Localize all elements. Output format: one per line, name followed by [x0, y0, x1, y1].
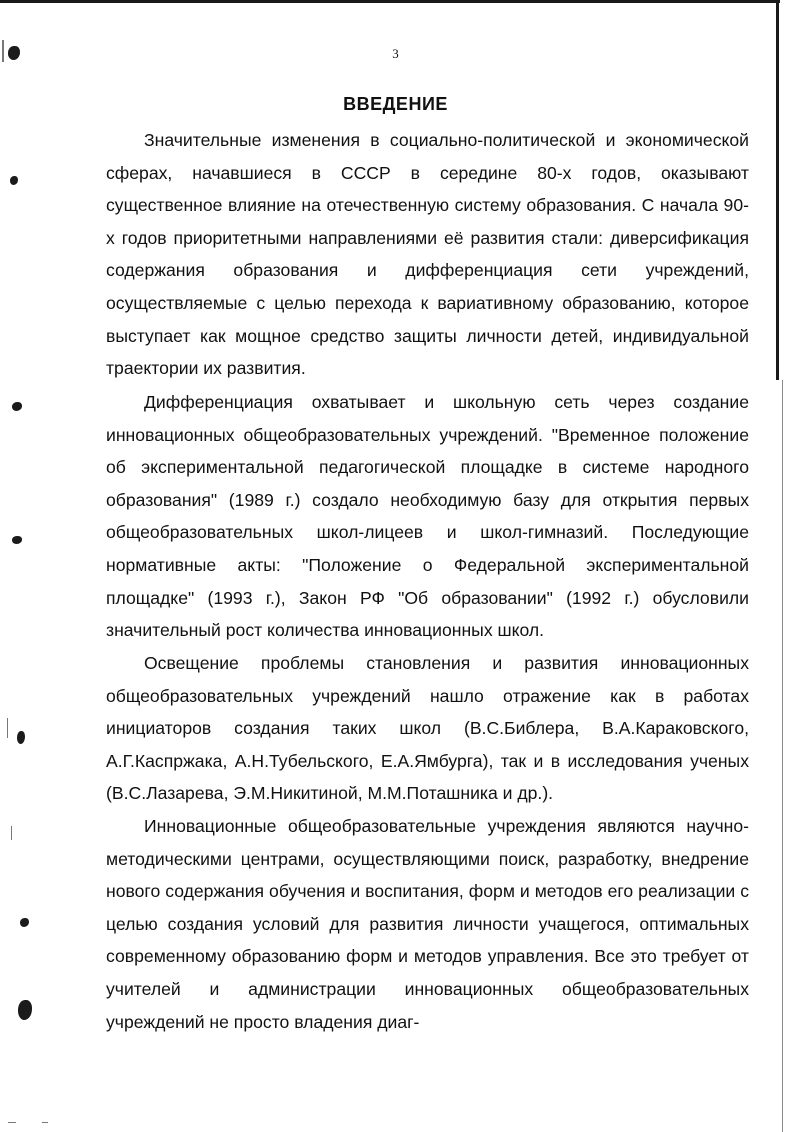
- punch-mark: [42, 1122, 48, 1123]
- paragraph: Освещение проблемы становления и развития инновационных общеобразовательных учреждений нашло отражение как в работах инициаторов создания таких школ (В.С.Библера, В.А.Караковского, А.Г.Каспржака, А.Н.Тубельского, Е.А.Ямбурга), так и в исследования ученых (В.С.Лазарева, Э.М.Никитиной, М.М.Поташника и др.).: [106, 653, 749, 804]
- punch-mark: [8, 1122, 16, 1123]
- punch-mark: [17, 731, 25, 744]
- body-text: [106, 647, 749, 810]
- page-number: 3: [392, 46, 399, 61]
- section-heading: ВВЕДЕНИЕ: [343, 94, 448, 114]
- scan-border-top: [0, 0, 780, 3]
- paragraph: Инновационные общеобразовательные учреждения являются научно-методическими центрами, осуществляющими поиск, разработку, внедрение нового содержания обучения и воспитания, форм и методов его реализации с целью создания условий для развития личности учащегося, оптимальных современному образованию форм и методов управления. Все это требует от учителей и администрации инновационных общеобразовательных учреждений не просто владения диаг-: [106, 816, 749, 1032]
- punch-mark: [7, 718, 8, 738]
- body-text: [106, 810, 749, 1038]
- punch-mark: [10, 176, 18, 185]
- punch-mark: [12, 536, 22, 544]
- paragraph: Значительные изменения в социально-политической и экономической сферах, начавшиеся в СССР в середине 80-х годов, оказывают существенное влияние на отечественную систему образования. С начала 90-х годов приоритетными направлениями её развития стали: диверсификация содержания образования и дифференциация сети учреждений, осуществляемые с целью перехода к вариативному образованию, которое выступает как мощное средство защиты личности детей, индивидуальной траектории их развития.: [106, 130, 749, 379]
- body-text: [106, 386, 749, 647]
- punch-mark: [20, 918, 29, 927]
- punch-mark: [11, 826, 12, 840]
- scan-line-right: [782, 380, 783, 1132]
- paragraph: Дифференциация охватывает и школьную сеть через создание инновационных общеобразовательных учреждений. "Временное положение об экспериментальной педагогической площадке в системе народного образования" (1989 г.) создало необходимую базу для открытия первых общеобразовательных школ-лицеев и школ-гимназий. Последующие нормативные акты: "Положение о Федеральной экспериментальной площадке" (1993 г.), Закон РФ "Об образовании" (1992 г.) обусловили значительный рост количества инновационных школ.: [106, 392, 749, 641]
- punch-mark: [12, 402, 22, 411]
- body-text: [106, 124, 749, 385]
- punch-mark: [18, 1000, 32, 1020]
